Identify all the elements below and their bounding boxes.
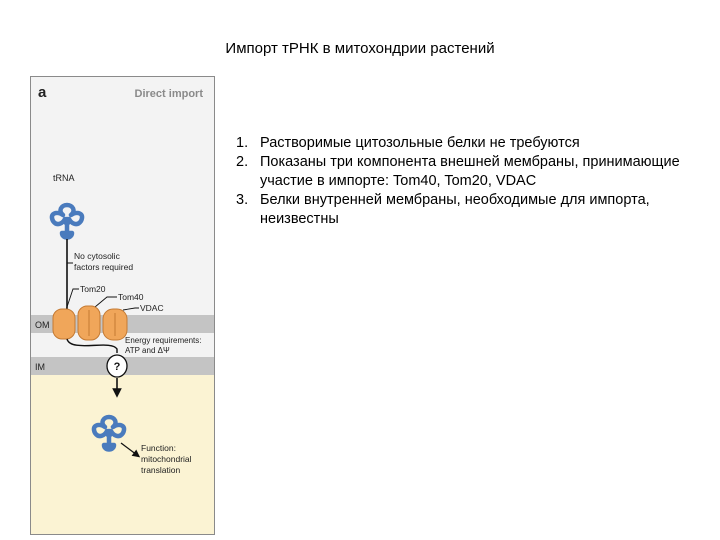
im-label: IM xyxy=(35,362,45,372)
tom20-label: Tom20 xyxy=(80,284,106,294)
outer-membrane-proteins xyxy=(53,306,127,340)
list-item-number: 2. xyxy=(236,154,249,170)
list-item xyxy=(236,191,696,229)
unknown-transporter-symbol: ? xyxy=(113,361,121,373)
trna-import-figure xyxy=(30,76,215,535)
cytosolic-label-line1: No cytosolic xyxy=(74,251,120,261)
tom20-protein xyxy=(53,309,75,339)
list-item-number: 3. xyxy=(236,192,249,208)
list-item-text: Показаны три компонента внешней мембраны, принимающие участие в импорте: Tom40, Tom20, VDAC xyxy=(260,154,680,189)
panel-title: Direct import xyxy=(134,88,203,100)
tom40-label: Tom40 xyxy=(118,292,144,302)
energy-label-line1: Energy requirements: xyxy=(125,336,202,345)
list-item-text: Белки внутренней мембраны, необходимые для импорта, неизвестны xyxy=(260,192,650,227)
list-item-number: 1. xyxy=(236,135,249,151)
om-label: OM xyxy=(35,320,50,330)
function-label-line3: translation xyxy=(141,465,181,475)
cytosolic-label-line2: factors required xyxy=(74,262,134,272)
panel-letter: a xyxy=(38,84,47,101)
cytosol-region xyxy=(31,77,215,315)
energy-label-line2: ATP and ΔΨ xyxy=(125,346,170,355)
trna-label: tRNA xyxy=(53,173,75,183)
function-label-line1: Function: xyxy=(141,443,176,453)
list-item xyxy=(236,134,696,153)
list-item-text: Растворимые цитозольные белки не требуются xyxy=(260,135,580,151)
vdac-label: VDAC xyxy=(140,303,164,313)
list-item xyxy=(236,153,696,191)
slide-title: Импорт тРНК в митохондрии растений xyxy=(225,40,495,57)
function-label-line2: mitochondrial xyxy=(141,454,192,464)
key-points-list xyxy=(236,134,696,229)
